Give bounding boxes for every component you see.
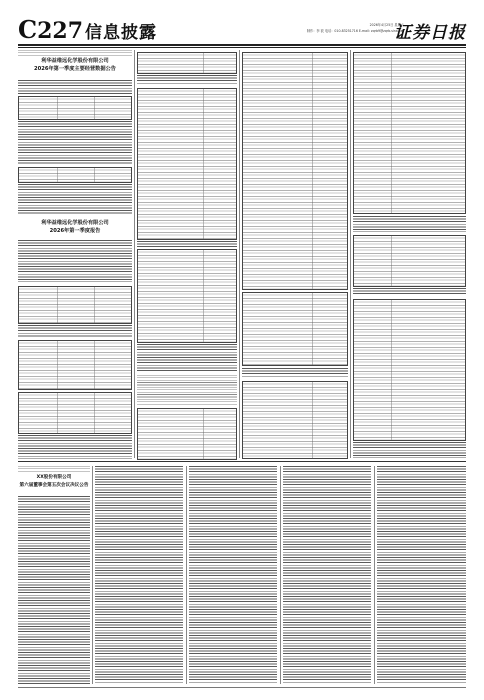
table xyxy=(18,96,132,120)
table xyxy=(353,299,466,441)
notice-1-company: 利华益维远化学股份有限公司 xyxy=(41,58,109,64)
lower-column-1 xyxy=(18,466,90,686)
notice-2-company: 利华益维远化学股份有限公司 xyxy=(41,220,109,226)
table xyxy=(18,286,132,324)
table xyxy=(18,392,132,434)
column-1 xyxy=(18,50,132,460)
table xyxy=(137,249,237,343)
table xyxy=(18,167,132,183)
masthead-rule-thin xyxy=(18,47,466,48)
column-4 xyxy=(353,50,466,460)
contact-line: 制作：李 波 电话：010-83251716 E-mail: zqrb9@zqrb.sina.net xyxy=(306,29,404,33)
newspaper-logo: 证券日报 xyxy=(394,23,466,43)
notice-2-title: 2026年第一季度报告 xyxy=(49,228,101,234)
section-letter: C xyxy=(18,15,38,44)
table xyxy=(137,88,237,240)
notice-3-company: XX股份有限公司 xyxy=(36,475,72,480)
lower-column-3 xyxy=(189,466,277,686)
date-line: 2026年4月25日 星期六 xyxy=(369,23,404,27)
table xyxy=(353,52,466,214)
column-3 xyxy=(242,50,348,460)
lower-column-2 xyxy=(95,466,183,686)
table xyxy=(242,292,348,366)
table xyxy=(242,381,348,459)
masthead xyxy=(18,15,466,44)
column-2 xyxy=(137,50,237,460)
notice-1-title: 2026年第一季度主要经营数据公告 xyxy=(34,66,116,72)
table xyxy=(137,408,237,460)
table xyxy=(353,235,466,287)
bottom-rule xyxy=(18,687,466,688)
table xyxy=(137,52,237,74)
masthead-rule xyxy=(18,44,466,46)
notice-3-title: 第六届董事会第五次会议决议公告 xyxy=(19,483,89,488)
section-heading xyxy=(18,15,158,45)
masthead-meta xyxy=(254,22,404,34)
section-divider xyxy=(18,461,466,462)
section-title: 信息披露 xyxy=(85,23,158,43)
section-number: 227 xyxy=(37,18,84,44)
lower-column-5 xyxy=(377,466,466,686)
lower-column-4 xyxy=(283,466,371,686)
table xyxy=(18,340,132,390)
table xyxy=(242,52,348,290)
